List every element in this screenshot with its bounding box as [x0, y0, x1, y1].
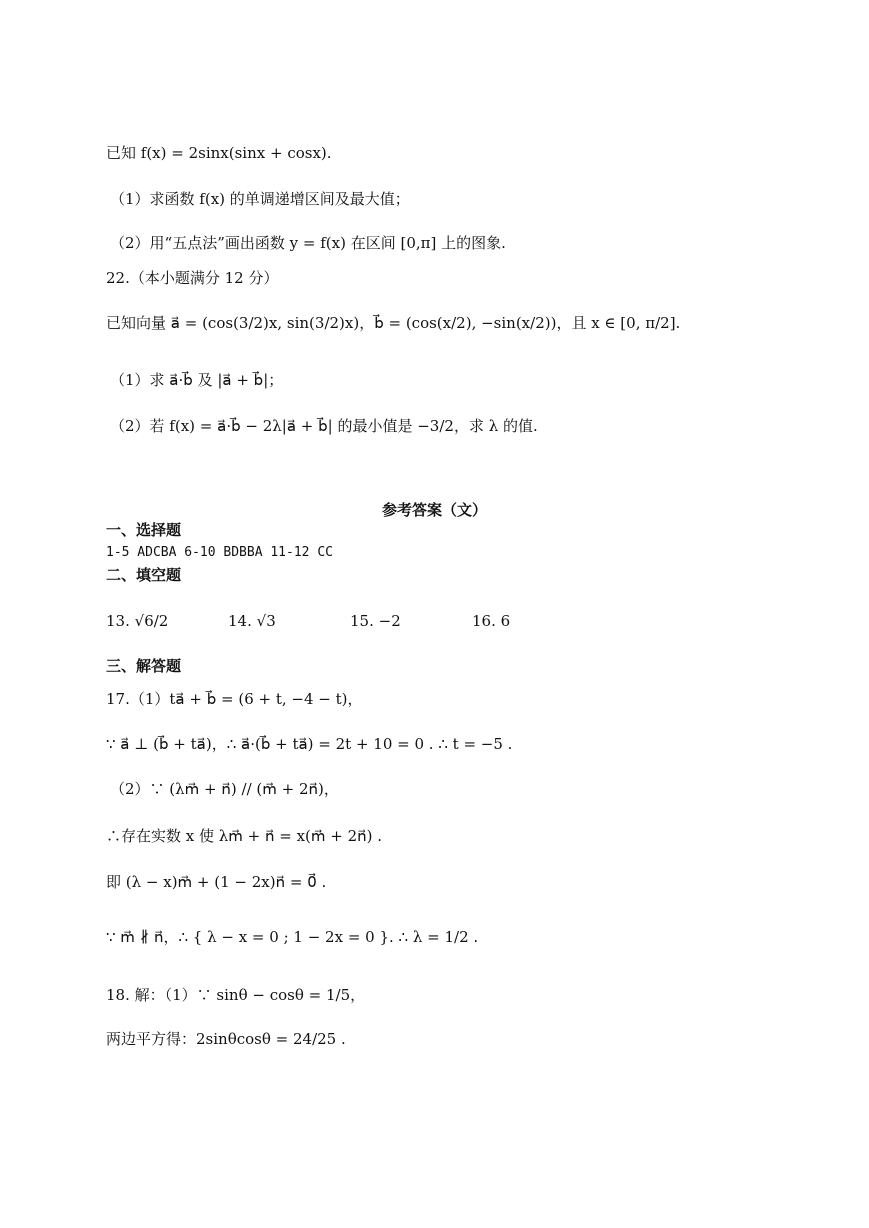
- fill-value: √3: [256, 612, 276, 630]
- solution-line: （2）∵ (λm⃗ + n⃗) // (m⃗ + 2n⃗)，: [110, 780, 339, 798]
- solution-line: 即 (λ − x)m⃗ + (1 − 2x)n⃗ = 0⃗ .: [106, 873, 327, 891]
- solution-line: ∵ a⃗ ⊥ (b⃗ + ta⃗)，∴ a⃗·(b⃗ + ta⃗) = 2t + 10 = 0 . ∴ t = −5 .: [106, 735, 513, 753]
- section-solutions: 三、解答题: [106, 657, 182, 675]
- problem21-q1: （1）求函数 f(x) 的单调递增区间及最大值；: [110, 190, 410, 208]
- problem22-q1: （1）求 a⃗·b⃗ 及 |a⃗ + b⃗|；: [110, 371, 284, 389]
- problem22-header: 22.（本小题满分 12 分）: [106, 269, 279, 287]
- fill-number: 15.: [350, 612, 374, 630]
- fill-item: [106, 612, 168, 630]
- problem21-intro: 已知 f(x) = 2sinx(sinx + cosx).: [106, 144, 332, 162]
- fill-number: 14.: [228, 612, 252, 630]
- fill-value: √6/2: [134, 612, 169, 630]
- section-fill: 二、填空题: [106, 566, 182, 584]
- solution-line: 18. 解：（1）∵ sinθ − cosθ = 1/5，: [106, 986, 366, 1004]
- solution-line: ∵ m⃗ ∦ n⃗，∴ { λ − x = 0 ; 1 − 2x = 0 }. ∴ λ = 1/2 .: [106, 928, 479, 946]
- problem22-intro: 已知向量 a⃗ = (cos(3/2)x, sin(3/2)x)，b⃗ = (cos(x/2), −sin(x/2))，且 x ∈ [0, π/2].: [106, 314, 681, 332]
- fill-item: [350, 612, 401, 630]
- answers-title: 参考答案（文）: [381, 501, 487, 519]
- fill-number: 13.: [106, 612, 130, 630]
- fill-item: [472, 612, 510, 630]
- fill-value: 6: [500, 612, 511, 630]
- fill-answers-row: [106, 612, 806, 642]
- section-choice: 一、选择题: [106, 521, 182, 539]
- solution-line: 17.（1）ta⃗ + b⃗ = (6 + t, −4 − t)，: [106, 690, 363, 708]
- solution-line: 两边平方得：2sinθcosθ = 24/25 .: [106, 1030, 346, 1048]
- problem21-q2: （2）用“五点法”画出函数 y = f(x) 在区间 [0,π] 上的图象.: [110, 234, 506, 252]
- problem22-q2: （2）若 f(x) = a⃗·b⃗ − 2λ|a⃗ + b⃗| 的最小值是 −3/2，求 λ 的值.: [110, 417, 538, 435]
- choice-answers: 1-5 ADCBA 6-10 BDBBA 11-12 CC: [106, 545, 333, 560]
- fill-value: −2: [378, 612, 401, 630]
- fill-number: 16.: [472, 612, 496, 630]
- fill-item: [228, 612, 276, 630]
- solution-line: ∴存在实数 x 使 λm⃗ + n⃗ = x(m⃗ + 2n⃗) .: [106, 827, 383, 845]
